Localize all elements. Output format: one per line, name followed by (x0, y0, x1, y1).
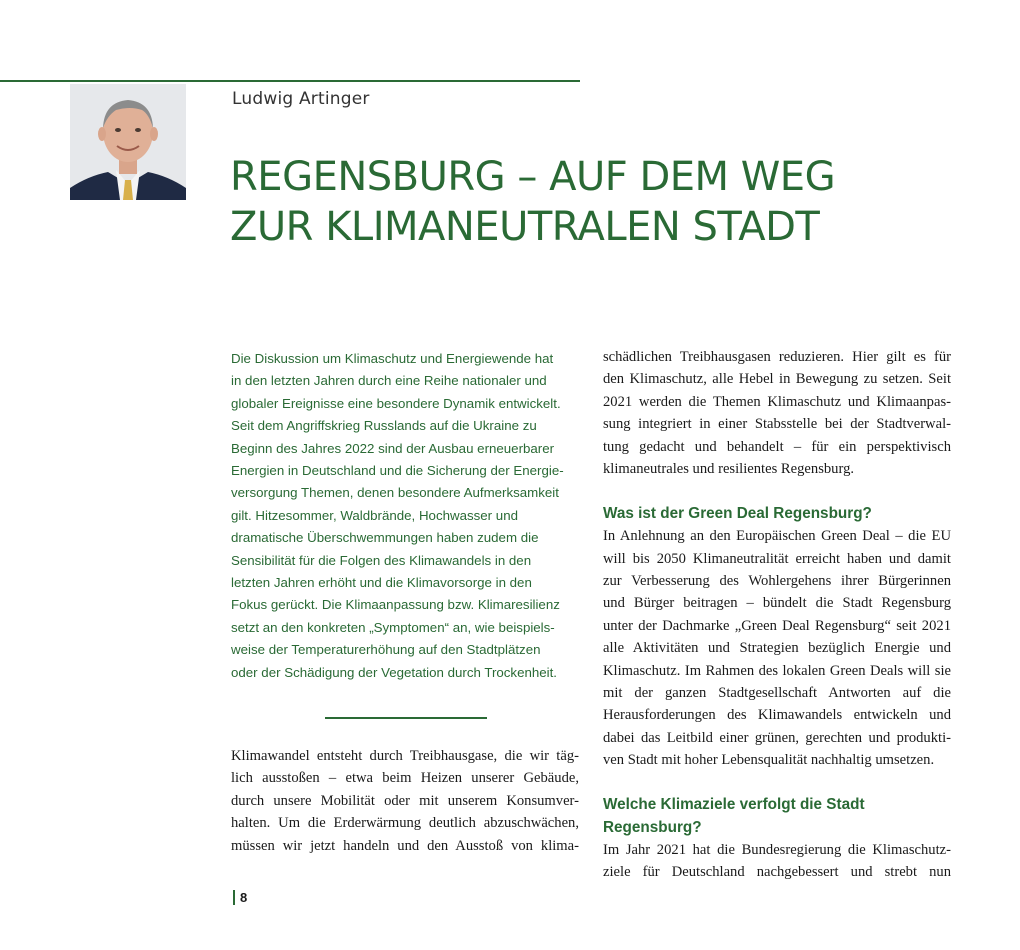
body-line: lich ausstoßen – etwa beim Heizen unserer Gebäude, (231, 770, 579, 787)
body-line: sung integriert in einer Stabsstelle bei der Stadtverwal- (603, 416, 951, 433)
body-line: tung gedacht und behandelt – für ein perspektivisch (603, 438, 951, 455)
body-line: Klimawandel entsteht durch Treibhausgase, die wir täg- (231, 748, 579, 764)
intro-line: Beginn des Jahres 2022 sind der Ausbau erneuerbarer (231, 440, 555, 456)
intro-line: weise der Temperaturerhöhung auf den Stadtplätzen (231, 642, 541, 658)
intro-line: oder der Schädigung der Vegetation durch Trockenheit. (231, 664, 557, 680)
body-line: dabei das Leitbild einer grünen, gerechten und produkti- (603, 729, 951, 746)
body-line: den Klimaschutz, alle Hebel in Bewegung zu setzen. Seit (603, 371, 951, 388)
page-number-value: 8 (240, 890, 248, 905)
author-name: Ludwig Artinger (232, 89, 370, 109)
header-rule (0, 80, 580, 82)
intro-line: setzt an den konkreten „Symptomen“ an, wie beispiels- (231, 619, 555, 635)
body-line: und Bürger beitragen – bündelt die Stadt Regensburg (603, 595, 951, 612)
intro-line: in den letzten Jahren durch eine Reihe nationaler und (231, 373, 547, 389)
body-line: unter der Dachmarke „Green Deal Regensburg“ seit 2021 (603, 617, 951, 634)
body-line: zur Verbesserung des Wohlergehens ihrer Bürgerinnen (603, 573, 951, 590)
intro-line: versorgung Themen, denen besondere Aufmerksamkeit (231, 485, 559, 501)
author-portrait (70, 84, 186, 200)
article-title (230, 152, 835, 252)
section-divider (325, 717, 487, 719)
body-line: Herausforderungen des Klimawandels entwickeln und (603, 707, 951, 724)
intro-line: letzten Jahren erhöht und die Klimavorsorge in den (231, 575, 532, 591)
body-line: klimaneutrales und resilientes Regensburg. (603, 461, 855, 478)
title-line: REGENSBURG – AUF DEM WEG (230, 154, 836, 200)
body-line: schädlichen Treibhausgasen reduzieren. Hier gilt es für (603, 349, 951, 365)
intro-line: globaler Ereignisse eine besondere Dynamik entwickelt. (231, 395, 561, 411)
body-column-right (603, 346, 951, 884)
body-line: Im Jahr 2021 hat die Bundesregierung die Klimaschutz- (603, 841, 951, 858)
intro-line: Seit dem Angriffskrieg Russlands auf die Ukraine zu (231, 418, 537, 434)
intro-line: dramatische Überschwemmungen haben zudem die (231, 530, 539, 546)
page-number (233, 890, 247, 905)
body-column-left (231, 745, 579, 857)
body-line: mit der ganzen Stadtgesellschaft Antworten auf die (603, 685, 951, 702)
body-line: ziele für Deutschland nachgebessert und strebt nun (603, 864, 951, 881)
body-line: Klimaschutz. Im Rahmen des lokalen Green Deals will sie (603, 662, 951, 679)
page-number-bar (233, 890, 235, 905)
body-line: 2021 werden die Themen Klimaschutz und Klimaanpas- (603, 393, 951, 410)
body-line: In Anlehnung an den Europäischen Green Deal – die EU (603, 528, 951, 545)
body-line: ven Stadt mit hoher Lebensqualität nachhaltig umsetzen. (603, 752, 935, 769)
section-heading-green-deal: Was ist der Green Deal Regensburg? (603, 504, 872, 522)
intro-line: Sensibilität für die Folgen des Klimawandels in den (231, 552, 532, 568)
title-line: ZUR KLIMANEUTRALEN STADT (230, 204, 820, 250)
intro-line: gilt. Hitzesommer, Waldbrände, Hochwasser und (231, 507, 518, 523)
section-heading-climate-goals: Welche Klimaziele verfolgt die Stadt Regensburg? (603, 796, 865, 836)
body-line: will bis 2050 Klimaneutralität erreicht haben und damit (603, 550, 951, 567)
body-line: halten. Um die Erderwärmung deutlich abzuschwächen, (231, 815, 579, 832)
intro-line: Fokus gerückt. Die Klimaanpassung bzw. Klimaresilienz (231, 597, 560, 613)
intro-paragraph (231, 348, 576, 684)
intro-line: Die Diskussion um Klimaschutz und Energiewende hat (231, 351, 554, 366)
body-line: alle Aktivitäten und Strategien bezüglich Energie und (603, 640, 951, 657)
body-line: müssen wir jetzt handeln und den Ausstoß von klima- (231, 837, 579, 854)
intro-line: Energien in Deutschland und die Sicherung der Energie- (231, 463, 564, 479)
body-line: durch unsere Mobilität oder mit unserem Konsumver- (231, 792, 579, 809)
